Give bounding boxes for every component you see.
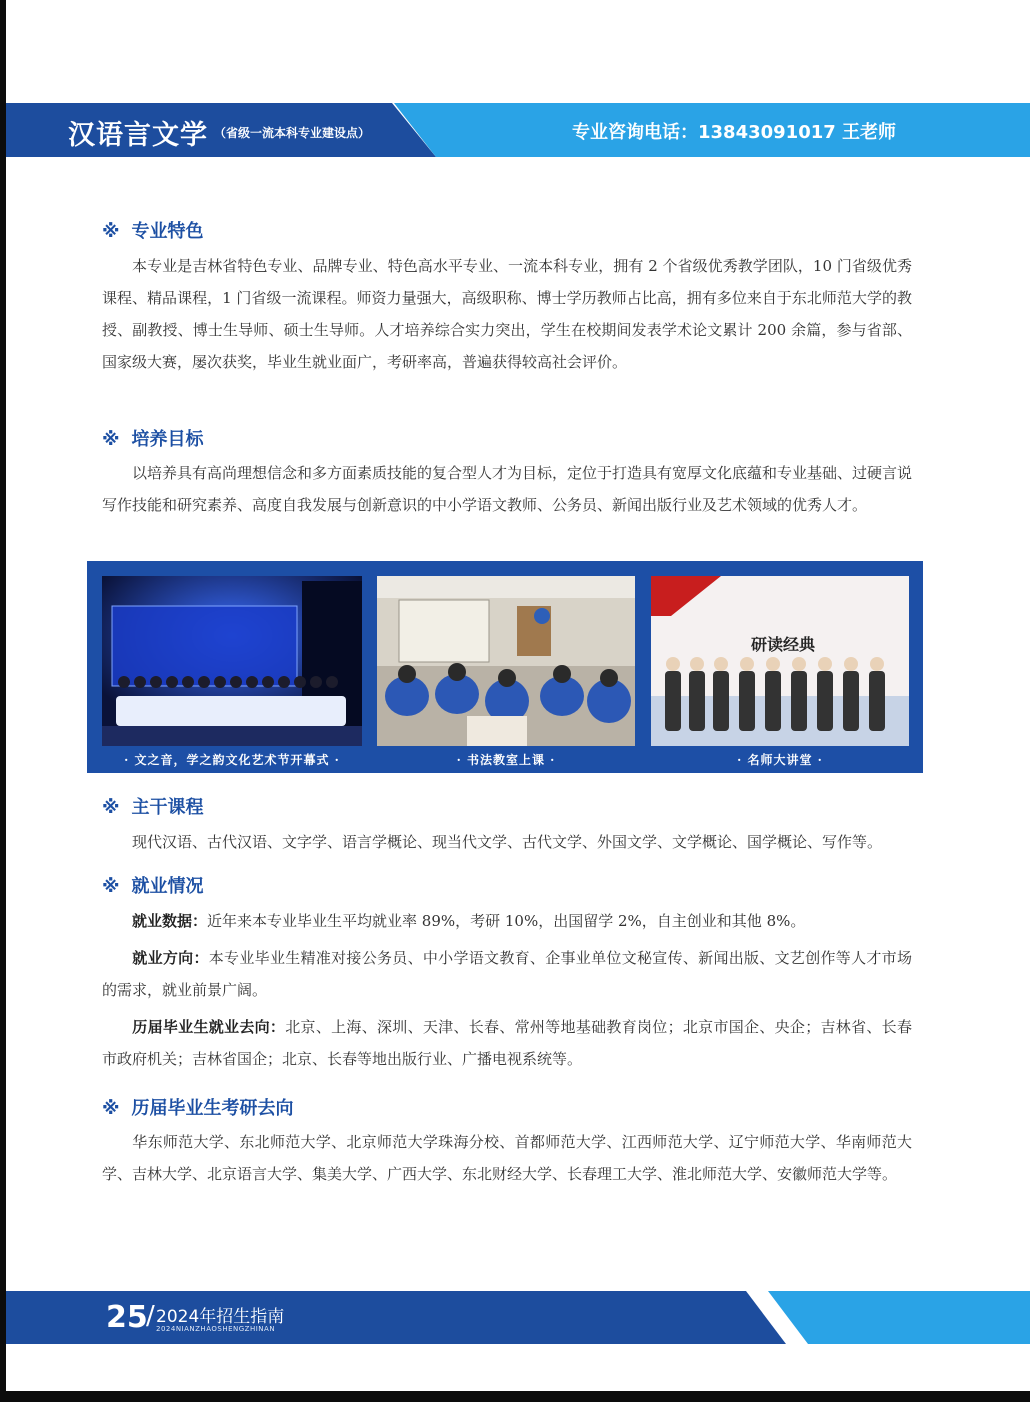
major-title: 汉语言文学 [68, 120, 208, 151]
footer-subtitle: 2024NIANZHAOSHENGZHINAN [156, 1325, 276, 1333]
employment-data-text: 近年来本专业毕业生平均就业率 89%，考研 10%，出国留学 2%，自主创业和其他 8%。 [207, 912, 806, 930]
goals-text: 以培养具有高尚理想信念和多方面素质技能的复合型人才为目标，定位于打造具有宽厚文化底蕴和专业基础、过硬言说写作技能和研究素养、高度自我发展与创新意识的中小学语文教师、公务员、新闻出版行业及艺术领域的优秀人才。 [102, 464, 913, 514]
employment-destination-label: 历届毕业生就业去向： [132, 1018, 286, 1036]
employment-data-label: 就业数据： [132, 912, 208, 930]
section-title: 培养目标 [131, 429, 204, 450]
footer-band-light [768, 1291, 1030, 1344]
section-title: 就业情况 [131, 876, 204, 897]
section-heading-employment [102, 872, 204, 898]
section-heading-features [102, 217, 204, 243]
reference-mark-icon: ※ [102, 1098, 120, 1119]
footer-title: 2024年招生指南 [156, 1307, 285, 1327]
lecture-banner-text: 研读经典 [751, 635, 816, 654]
section-heading-goals [102, 425, 204, 451]
classroom-photo-icon [377, 576, 635, 746]
reference-mark-icon: ※ [102, 797, 120, 818]
photo-master-lecture [651, 576, 909, 746]
caption-arts-festival: · 文之音，学之韵文化艺术节开幕式 · [124, 753, 340, 767]
reference-mark-icon: ※ [102, 429, 120, 450]
employment-direction-label: 就业方向： [132, 949, 209, 967]
section-title: 专业特色 [131, 221, 204, 242]
reference-mark-icon: ※ [102, 221, 120, 242]
features-text: 本专业是吉林省特色专业、品牌专业、特色高水平专业、一流本科专业，拥有 2 个省级优秀教学团队，10 门省级优秀课程、精品课程，1 门省级一流课程。师资力量强大，高级职称、博士学历教师占比高，拥有多位来自于东北师范大学的教授、副教授、博士生导师、硕士生导师。人才培养综合实力突出，学生在校期间发表学术论文累计 200 余篇，参与省部、国家级大赛，屡次获奖，毕业生就业面广，考研率高，普遍获得较高社会评价。 [102, 257, 912, 371]
courses-paragraph [102, 826, 912, 858]
consult-phone: 专业咨询电话：13843091017 王老师 [572, 122, 897, 143]
section-title: 历届毕业生考研去向 [131, 1098, 294, 1119]
courses-text: 现代汉语、古代汉语、文字学、语言学概论、现当代文学、古代文学、外国文学、文学概论、国学概论、写作等。 [132, 833, 883, 851]
page-number: 25 [106, 1300, 148, 1335]
section-title: 主干课程 [131, 797, 204, 818]
employment-direction-text: 本专业毕业生精准对接公务员、中小学语文教育、企事业单位文秘宣传、新闻出版、文艺创作等人才市场的需求，就业前景广阔。 [102, 949, 912, 999]
reference-mark-icon: ※ [102, 876, 120, 897]
photo-calligraphy-class [377, 576, 635, 746]
photo-arts-festival [102, 576, 362, 746]
footer-slash: / [146, 1301, 155, 1331]
caption-calligraphy-class: · 书法教室上课 · [456, 753, 556, 767]
photo-strip [87, 561, 923, 773]
employment-destination-paragraph [102, 1011, 912, 1075]
section-heading-graduate [102, 1094, 294, 1120]
graduate-text: 华东师范大学、东北师范大学、北京师范大学珠海分校、首都师范大学、江西师范大学、辽宁师范大学、华南师范大学、吉林大学、北京语言大学、集美大学、广西大学、东北财经大学、长春理工大学、淮北师范大学、安徽师范大学等。 [102, 1133, 912, 1183]
graduate-paragraph [102, 1126, 912, 1190]
employment-destination-text: 北京、上海、深圳、天津、长春、常州等地基础教育岗位；北京市国企、央企；吉林省、长春市政府机关；吉林省国企；北京、长春等地出版行业、广播电视系统等。 [102, 1018, 912, 1068]
goals-paragraph [102, 457, 912, 521]
employment-direction-paragraph [102, 942, 912, 1006]
brochure-page [6, 0, 1030, 1391]
caption-master-lecture: · 名师大讲堂 · [737, 753, 823, 767]
employment-data-paragraph [102, 905, 912, 937]
features-paragraph [102, 250, 912, 378]
major-subtitle: （省级一流本科专业建设点） [214, 126, 371, 140]
stage-photo-icon [102, 576, 362, 746]
section-heading-courses [102, 793, 204, 819]
lecture-photo-icon [651, 576, 909, 746]
